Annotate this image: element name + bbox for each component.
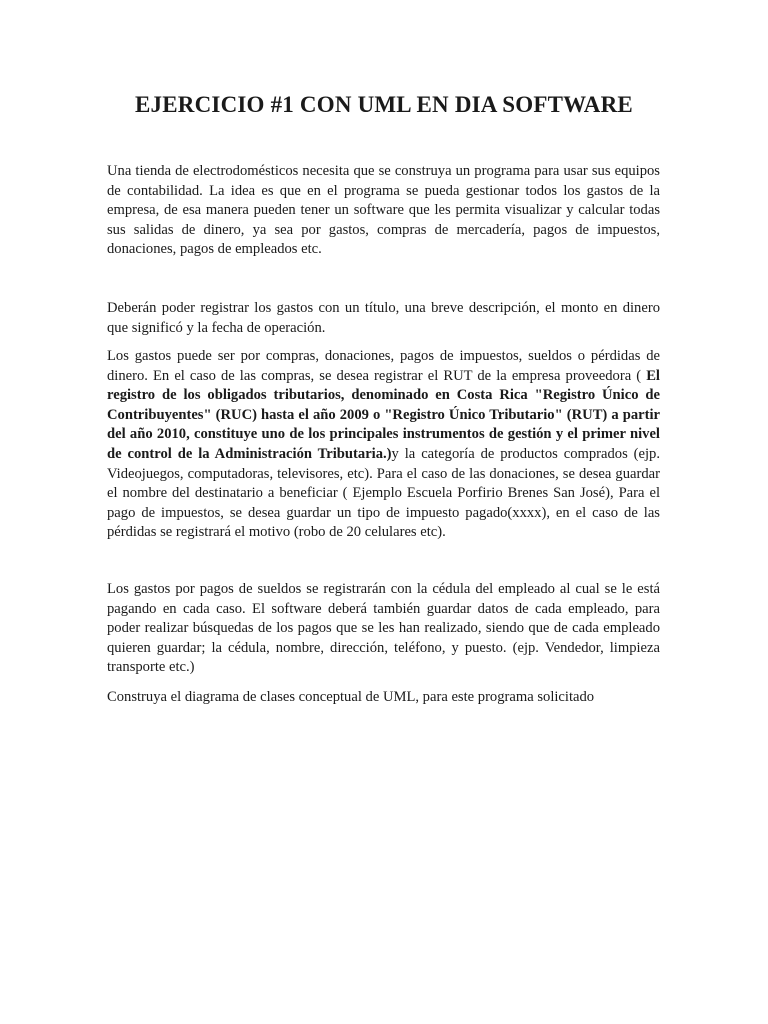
expense-types-rest: y la categoría de productos comprados (ejp. Videojuegos, computadoras, televisores, etc). Para el caso de las donaciones, se desea guardar el nombre del destinatario a beneficiar ( Ejemplo Escuela Porfirio Brenes San José), Para el pago de impuestos, se desea guardar un tipo de impuesto pagado(xxxx), en el caso de las pérdidas se registrará el motivo (robo de 20 celulares etc). [107,445,660,541]
expense-types-intro: Los gastos puede ser por compras, donaciones, pagos de impuestos, sueldos o pérdidas de dinero. En el caso de las compras, se desea registrar el RUT de la empresa proveedora ( [107,348,660,384]
document-title: EJERCICIO #1 CON UML EN DIA SOFTWARE [135,92,633,117]
paragraph-salary-payments: Los gastos por pagos de sueldos se registrarán con la cédula del empleado al cual se le está pagando en cada caso. El software deberá también guardar datos de cada empleado, para poder realizar búsquedas de los pagos que se les han realizado, siendo que de cada empleado quieren guardar; la cédula, nombre, dirección, teléfono, y puesto. (ejp. Vendedor, limpieza transporte etc.) [107,581,660,676]
paragraph-store-description: Una tienda de electrodomésticos necesita que se construya un programa para usar sus equipos de contabilidad. La idea es que en el programa se pueda gestionar todos los gastos de la empresa, de esa manera pueden tener un software que les permita visualizar y calcular todas sus salidas de dinero, ya sea por gastos, compras de mercadería, pagos de impuestos, donaciones, pagos de empleados etc. [107,163,660,258]
paragraph-expense-fields: Deberán poder registrar los gastos con un título, una breve descripción, el monto en dinero que significó y la fecha de operación. [107,300,660,336]
paragraph-expense-types [107,347,660,543]
paragraph-instruction: Construya el diagrama de clases conceptual de UML, para este programa solicitado [107,689,595,705]
rut-definition-bold: El registro de los obligados tributarios, denominado en Costa Rica "Registro Único de Contribuyentes" (RUC) hasta el año 2009 o "Registro Único Tributario" (RUT) a partir del año 2010, constituye uno de los principales instrumentos de gestión y el primer nivel de control de la Administración Tributaria.) [107,367,660,462]
